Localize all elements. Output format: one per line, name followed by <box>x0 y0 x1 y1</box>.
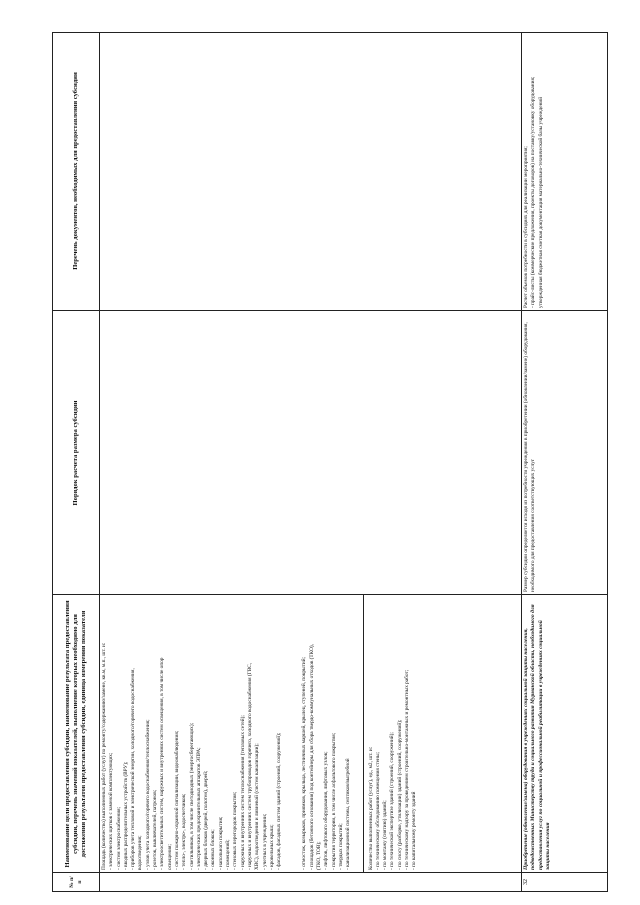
list-item: - напольного покрытия; <box>217 816 224 870</box>
row1-name-cell <box>99 595 521 873</box>
row2-goal-title: Приобретение (обновление/замена) оборудования в учреждениях социальной защиты населения, подведомственных Министерству труда и социального развития Мурманской области, необходимого для предоставления услуг по социальной и профессиональной реабилитации в учреждениях социальной защиты населения <box>523 604 552 870</box>
list-item: - по сносу (разборке, утилизации) зданий (строений, сооружений); <box>396 719 403 870</box>
header-number: № п/п <box>69 876 83 888</box>
list-item: - фасадов, фасадных систем зданий (строений, сооружений); <box>276 732 283 870</box>
list-item: - наружных и внутренних систем теплоснабжения (тепловых сетей); <box>239 715 246 870</box>
header-name: Наименование цели предоставления субсидии, наименование результата предоставления субсидии, перечень значений показателей, выполнение которых необходимо для достижения результатов предоставления субсидии, единица измерения показателя <box>64 600 87 868</box>
list-item: - покрытия территории, в том числе асфальтового покрытия; <box>330 732 337 870</box>
subsidy-table <box>52 32 608 892</box>
list-item: водоотведения; <box>137 835 144 870</box>
list-item: - узлов учета холодного/горячего водоснабжения/теплоснабжения; <box>144 719 151 870</box>
list-item: Количество выполненных работ (услуг), ед., м2, шт. и: <box>367 746 374 870</box>
row2-calc-procedure: Размер субсидии определяется исходя из потребности учреждения в приобретении (обновлении/замене) оборудования, необходимого для предоставления соответствующих услуг <box>523 322 537 592</box>
row1-works-list <box>101 598 283 870</box>
list-item: - электрических предохранительных аппаратов ЭПРА; <box>195 747 202 870</box>
list-item: - по капитальному ремонту зданий <box>411 791 418 870</box>
list-item: - отмосток, козырьков, приямков, крыльца, лестничных маршей, крылец, ступеней, покрытий; <box>301 656 308 870</box>
list-item: - по технической экспертизе зданий (строений, сооружений); <box>389 732 396 870</box>
list-item: - кровельных крыш; <box>268 824 275 870</box>
list-item: - систем пожарно-охранной сигнализации, видеонаблюдения; <box>173 730 180 870</box>
list-item: освещения; <box>166 844 173 870</box>
list-item: ХВС), водоотведения и ливневой (систем канализации); <box>254 743 261 870</box>
list-item: - светильников, в том числе светодиодных (энергосберегающих); <box>188 722 195 870</box>
row1-services-list <box>368 598 419 870</box>
row2-doc-line: утвержденная бюджетная сметная документация материально-технической базы учреждений <box>537 96 544 308</box>
row2-doc-line: Расчет объемов потребности в субсидиях для реализации мероприятия; <box>523 146 529 308</box>
list-item: - приборов учета тепловой и электрической энергии, холодного/горячего водоснабжения, <box>130 668 137 870</box>
header-documents: Перечень документов, необходимых для предоставления субсидии <box>72 72 79 270</box>
list-item: - систем электроснабжения; <box>115 806 122 870</box>
list-item: - вводных распределительных устройств (ВРУ); <box>122 761 129 870</box>
row2-documents <box>521 31 609 311</box>
list-item: - площадок (бетонного основания) под контейнеры для сбора твердо-коммунальных отходов (ТКО), <box>308 644 315 870</box>
list-item: - по монтажу (снятию) зданий; <box>382 800 389 870</box>
list-item: - оконных блоков; <box>210 829 217 870</box>
document-page <box>52 32 640 888</box>
list-item: - твердых покрытий; <box>337 823 344 870</box>
list-item: Площадь (количество) выполненных работ (услуг) по ремонту/содержанию/замене, кв.м, м.п., шт. и: <box>101 642 107 870</box>
row1-works-list-continued <box>301 598 352 870</box>
list-item: - электрических щитков с заменой комплектующих; <box>108 752 115 870</box>
row2-doc-line: - прайс-листы (коммерческие предложения, проекты договоров) на поставку/установку оборудования; <box>530 76 537 308</box>
header-calc-procedure: Порядок расчета размера субсидии <box>72 400 79 506</box>
cell-divider <box>353 595 364 873</box>
list-item: - лифтов, лифтового оборудования, лифтовых узлов; <box>323 751 330 870</box>
list-item: - стеновых перегородок покрытия; <box>232 791 239 870</box>
list-item: - канализационной системы, септиков/выгребной <box>345 758 352 870</box>
row2-number: 32 <box>523 879 529 885</box>
list-item: - помещений; <box>225 839 232 870</box>
list-item: - электроосветительных систем, наружных и внутренних систем освещения, в том числе опор <box>159 657 166 870</box>
list-item: - дверных блоков (дверей, полотен), дверей; <box>203 770 210 870</box>
list-item: - по техническому обследованию помещения стены; <box>374 751 381 870</box>
list-item: - розеток, выключателей, патронов; <box>152 789 159 870</box>
list-item: (ТКО, ТОВ); <box>316 841 323 870</box>
list-item: - наружных и внутренних систем трубопроводов горячего, холодного водоснабжения (ГВС, <box>246 662 253 870</box>
list-item: - по техническому надзору за проведением строительно-монтажных и ремонтных работ; <box>403 669 410 870</box>
rotated-table-sheet <box>52 32 608 892</box>
list-item: - учетных в учреждении; <box>261 813 268 870</box>
spacer <box>283 598 301 870</box>
list-item: - тепло-, электро-, водосчетчиков; <box>181 793 188 870</box>
